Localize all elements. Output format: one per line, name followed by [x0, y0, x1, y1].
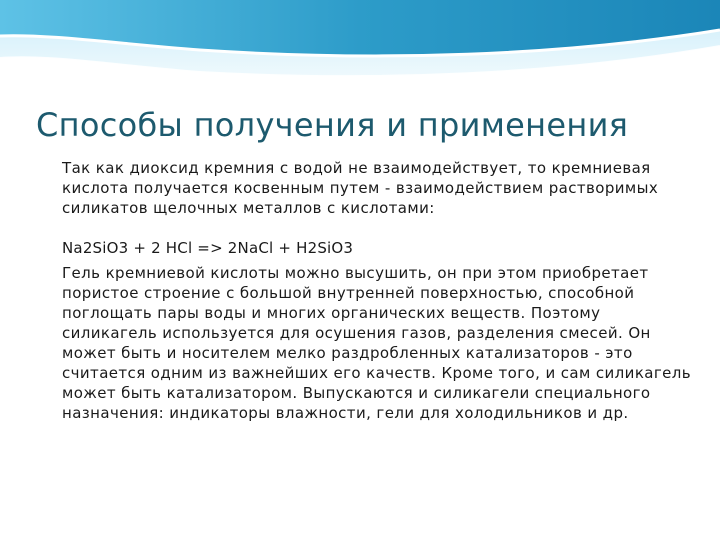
slide-body — [62, 158, 692, 423]
chemical-equation: Na2SiO3 + 2 HCl => 2NaCl + H2SiO3 — [62, 239, 354, 257]
wave-decoration — [0, 0, 720, 90]
intro-paragraph: Так как диоксид кремния с водой не взаимодействует, то кремниевая кислота получается косвенным путем - взаимодействием растворимых силикатов щелочных металлов с кислотами: — [62, 159, 659, 217]
slide-title: Способы получения и применения — [36, 106, 629, 144]
description-paragraph: Гель кремниевой кислоты можно высушить, он при этом приобретает пористое строение с большой внутренней поверхностью, способной поглощать пары воды и многих органических веществ. Поэтому силикагель используется для осушения газов, разделения смесей. Он может быть и носителем мелко раздробленных катализаторов - это считается одним из важнейших его качеств. Кроме того, и сам силикагель может быть катализатором. Выпускаются и силикагели специального назначения: индикаторы влажности, гели для холодильников и др. — [62, 264, 692, 422]
